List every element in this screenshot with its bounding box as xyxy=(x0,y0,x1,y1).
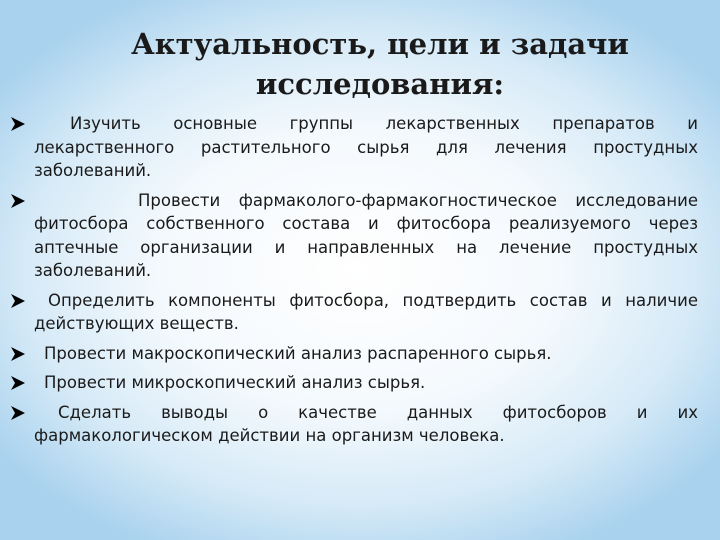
arrow-bullet-icon xyxy=(10,293,26,309)
title-line-2: исследования: xyxy=(255,67,505,101)
arrow-bullet-icon xyxy=(10,405,26,421)
arrow-bullet-icon xyxy=(10,193,26,209)
bullet-text: Определить компоненты фитосбора, подтвердить состав и наличие действующих веществ. xyxy=(34,290,698,333)
bullet-text: Изучить основные группы лекарственных препаратов и лекарственного растительного сырья для лечения простудных заболеваний. xyxy=(34,114,698,180)
bullet-item xyxy=(10,189,698,283)
bullet-item xyxy=(10,371,698,395)
arrow-bullet-icon xyxy=(10,375,26,391)
slide-title xyxy=(0,24,720,104)
bullet-text: Сделать выводы о качестве данных фитосборов и их фармакологическом действии на организм человека. xyxy=(34,402,698,445)
title-line-1: Актуальность, цели и задачи xyxy=(131,27,629,61)
arrow-bullet-icon xyxy=(10,346,26,362)
bullet-item xyxy=(10,342,698,366)
bullet-item xyxy=(10,289,698,336)
arrow-bullet-icon xyxy=(10,116,26,132)
bullet-item xyxy=(10,112,698,183)
bullet-list xyxy=(10,112,698,454)
bullet-text: Провести микроскопический анализ сырья. xyxy=(44,373,426,392)
bullet-text: Провести фармаколого-фармакогностическое исследование фитосбора собственного состава и фитосбора реализуемого через аптечные организации и направленных на лечение простудных заболеваний. xyxy=(34,190,698,280)
bullet-item xyxy=(10,401,698,448)
bullet-text: Провести макроскопический анализ распаренного сырья. xyxy=(44,343,552,363)
